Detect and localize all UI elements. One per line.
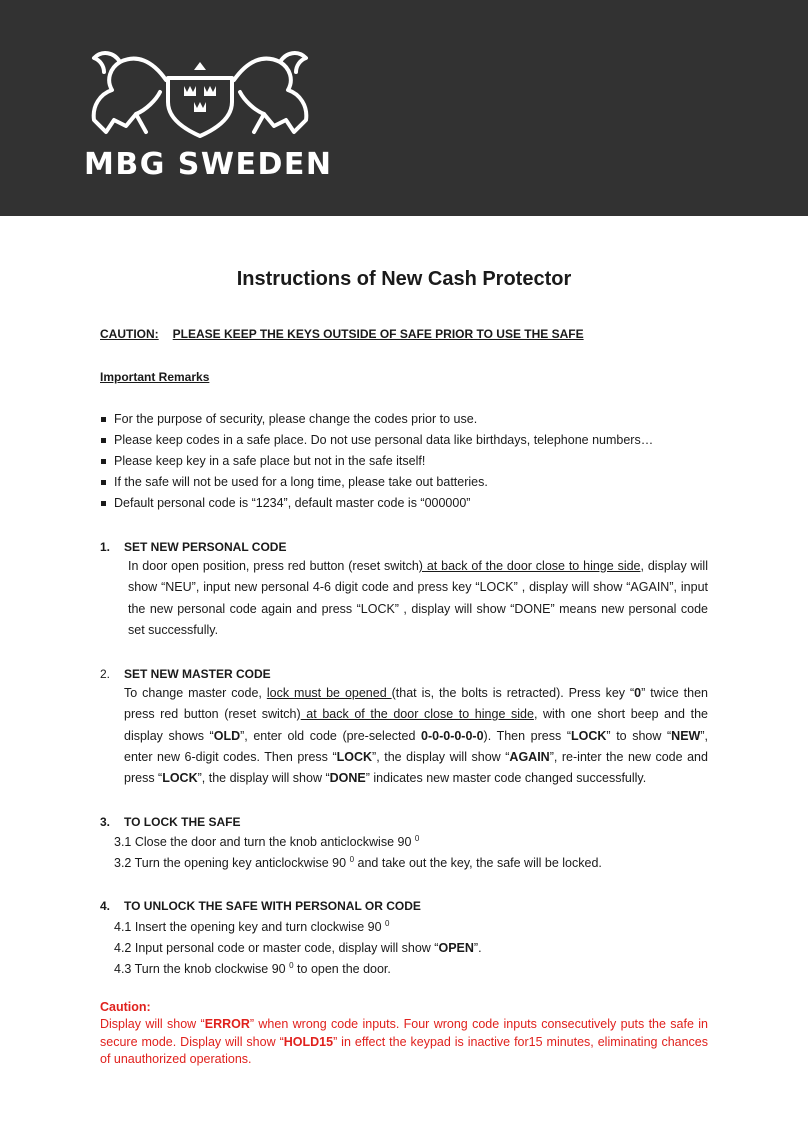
page-title: Instructions of New Cash Protector [236, 268, 572, 290]
caution-label: CAUTION: [100, 327, 159, 341]
caution-text: PLEASE KEEP THE KEYS OUTSIDE OF SAFE PRIOR TO USE THE SAFE [172, 327, 584, 341]
section-1-text: In door open position, press red button (reset switch) at back of the door close to hinge side, display will show “NEU”, input new personal 4-6 digit code and press key “LOCK” , display will show “AGAIN”, input the new personal code again and press “LOCK” , display will show “DONE” means new personal code set successfully. [128, 559, 708, 637]
section-4-step-1: 4.1 Insert the opening key and turn clockwise 90 $^0$ [114, 919, 390, 934]
header-banner [0, 0, 808, 216]
section-3-heading: 3. TO LOCK THE SAFE [100, 815, 241, 829]
list-item: For the purpose of security, please change the codes prior to use. [100, 409, 653, 430]
bullet-icon [101, 501, 106, 506]
section-4-step-2: 4.2 Input personal code or master code, display will show “OPEN”. [114, 941, 482, 955]
remarks-list [100, 409, 653, 514]
section-4-step-3: 4.3 Turn the knob clockwise 90 $^0$ to open the door. [114, 961, 391, 976]
section-1-heading: 1. SET NEW PERSONAL CODE [100, 540, 287, 554]
list-item: Default personal code is “1234”, default master code is “000000” [100, 493, 653, 514]
caution-heading [100, 327, 584, 341]
warning-title: Caution: [100, 1000, 151, 1014]
remarks-heading: Important Remarks [100, 370, 210, 384]
bullet-icon [101, 438, 106, 443]
list-item: If the safe will not be used for a long time, please take out batteries. [100, 472, 653, 493]
section-2-heading: 2. SET NEW MASTER CODE [100, 667, 271, 681]
bullet-icon [101, 480, 106, 485]
brand-name: MBG SWEDEN [84, 147, 333, 182]
section-4-heading: 4. TO UNLOCK THE SAFE WITH PERSONAL OR CODE [100, 899, 421, 913]
list-item: Please keep codes in a safe place. Do not use personal data like birthdays, telephone numbers… [100, 430, 653, 451]
bullet-icon [101, 459, 106, 464]
warning-text: Display will show “ERROR” when wrong code inputs. Four wrong code inputs consecutively puts the safe in secure mode. Display will show “HOLD15” in effect the keypad is inactive for15 minutes, eliminating chances of unauthorized operations. [100, 1017, 709, 1066]
section-3-step-2: 3.2 Turn the opening key anticlockwise 90 $^0$ and take out the key, the safe will be locked. [114, 855, 602, 870]
section-3-step-1: 3.1 Close the door and turn the knob anticlockwise 90 $^0$ [114, 834, 420, 849]
list-item: Please keep key in a safe place but not in the safe itself! [100, 451, 653, 472]
bullet-icon [101, 417, 106, 422]
section-2-text: To change master code, lock must be opened (that is, the bolts is retracted). Press key “0” twice then press red button (reset switch) at back of the door close to hinge side, with one short beep and the display shows “OLD”, enter old code (pre-selected 0-0-0-0-0-0). Then press “LOCK” to show “NEW”, enter new 6-digit codes. Then press “LOCK”, the display will show “AGAIN”, re-inter the new code and press “LOCK”, the display will show “DONE” indicates new master code changed successfully. [124, 686, 708, 786]
mbg-crest-logo [80, 40, 320, 140]
